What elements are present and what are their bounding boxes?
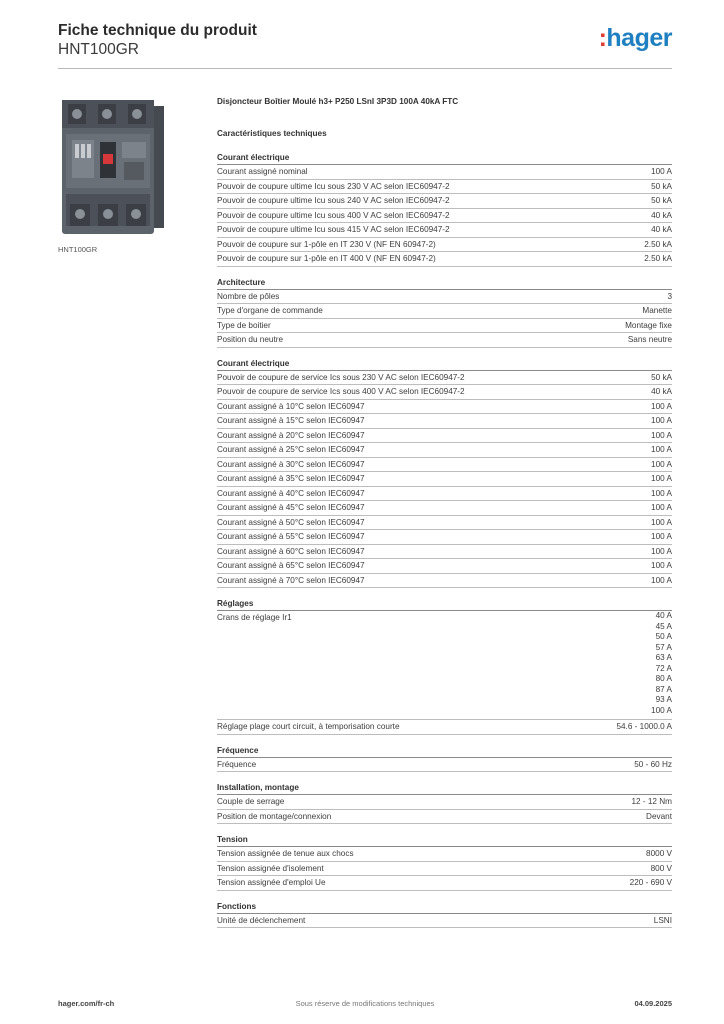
spec-label: Réglage plage court circuit, à temporisation courte xyxy=(217,722,400,731)
spec-row xyxy=(217,414,672,429)
spec-row xyxy=(217,180,672,195)
spec-label: Courant assigné à 55°C selon IEC60947 xyxy=(217,532,365,541)
spec-row xyxy=(217,559,672,574)
spec-label: Tension assignée d'emploi Ue xyxy=(217,878,326,887)
spec-label: Courant assigné à 35°C selon IEC60947 xyxy=(217,474,365,483)
spec-row xyxy=(217,810,672,825)
hager-logo xyxy=(599,24,672,53)
spec-value-item: 72 A xyxy=(655,663,672,673)
spec-value: 40 kA xyxy=(651,225,672,234)
spec-value-item: 45 A xyxy=(655,621,672,631)
spec-label: Courant assigné à 10°C selon IEC60947 xyxy=(217,401,365,411)
spec-label: Courant assigné à 20°C selon IEC60947 xyxy=(217,430,365,440)
spec-row xyxy=(217,795,672,810)
spec-section xyxy=(217,598,672,735)
footer-website[interactable]: hager.com/fr-ch xyxy=(58,999,115,1008)
spec-value-item: 100 A xyxy=(651,705,672,715)
spec-section xyxy=(217,152,672,267)
spec-value: 100 A xyxy=(651,517,672,527)
spec-label: Courant assigné à 45°C selon IEC60947 xyxy=(217,503,365,512)
spec-row xyxy=(217,862,672,877)
spec-section xyxy=(217,901,672,929)
section-title: Architecture xyxy=(217,277,672,290)
tech-title: Caractéristiques techniques xyxy=(217,129,327,138)
spec-row xyxy=(217,290,672,305)
spec-value-item: 63 A xyxy=(655,653,672,662)
logo-colon: : xyxy=(598,24,607,52)
spec-row xyxy=(217,458,672,473)
spec-value: 50 - 60 Hz xyxy=(634,759,672,769)
spec-value xyxy=(651,611,672,716)
spec-label: Pouvoir de coupure ultime Icu sous 230 V AC selon IEC60947-2 xyxy=(217,181,450,191)
spec-label: Tension assignée d'isolement xyxy=(217,863,324,873)
spec-row xyxy=(217,400,672,415)
spec-row xyxy=(217,304,672,319)
spec-value-item: 93 A xyxy=(655,695,672,704)
spec-row xyxy=(217,165,672,180)
spec-value: 100 A xyxy=(651,416,672,425)
spec-value: 100 A xyxy=(651,488,672,498)
spec-label: Courant assigné à 15°C selon IEC60947 xyxy=(217,416,365,425)
document-title: Fiche technique du produit xyxy=(58,22,257,39)
spec-row xyxy=(217,501,672,516)
section-title: Fréquence xyxy=(217,745,672,758)
spec-value: 100 A xyxy=(651,430,672,440)
spec-label: Pouvoir de coupure ultime Icu sous 415 V AC selon IEC60947-2 xyxy=(217,225,450,234)
spec-row xyxy=(217,371,672,386)
spec-value: 100 A xyxy=(651,474,672,483)
spec-row xyxy=(217,530,672,545)
spec-value: 100 A xyxy=(651,401,672,411)
spec-value: 100 A xyxy=(651,546,672,556)
circuit-breaker-icon xyxy=(58,94,200,240)
spec-value: 220 - 690 V xyxy=(629,878,672,887)
spec-row xyxy=(217,847,672,862)
spec-row xyxy=(217,443,672,458)
spec-label: Pouvoir de coupure sur 1-pôle en IT 400 V (NF EN 60947-2) xyxy=(217,254,436,263)
spec-row xyxy=(217,611,672,720)
spec-label: Pouvoir de coupure sur 1-pôle en IT 230 V (NF EN 60947-2) xyxy=(217,239,436,249)
spec-value: 100 A xyxy=(651,532,672,541)
spec-value: Devant xyxy=(646,811,672,821)
spec-row xyxy=(217,429,672,444)
spec-value: 50 kA xyxy=(651,196,672,205)
spec-value: Manette xyxy=(642,306,672,315)
section-title: Courant électrique xyxy=(217,152,672,165)
spec-label: Courant assigné à 40°C selon IEC60947 xyxy=(217,488,365,498)
spec-value-item: 57 A xyxy=(655,642,672,652)
spec-section xyxy=(217,277,672,348)
section-title: Tension xyxy=(217,834,672,847)
spec-value: 100 A xyxy=(651,445,672,454)
spec-section xyxy=(217,745,672,773)
spec-row xyxy=(217,209,672,224)
spec-label: Pouvoir de coupure ultime Icu sous 400 V AC selon IEC60947-2 xyxy=(217,210,450,220)
spec-value: 40 kA xyxy=(651,387,672,396)
spec-value-item: 50 A xyxy=(655,632,672,641)
spec-value: 800 V xyxy=(650,863,672,873)
spec-row xyxy=(217,516,672,531)
spec-value-item: 87 A xyxy=(655,684,672,694)
spec-value: 54.6 - 1000.0 A xyxy=(616,722,672,731)
spec-value: Montage fixe xyxy=(625,320,672,330)
logo-text: hager xyxy=(606,24,672,52)
spec-value: 40 kA xyxy=(651,210,672,220)
spec-row xyxy=(217,333,672,348)
spec-label: Courant assigné à 60°C selon IEC60947 xyxy=(217,546,365,556)
spec-value: 50 kA xyxy=(651,372,672,382)
spec-label: Courant assigné à 30°C selon IEC60947 xyxy=(217,459,365,469)
section-title: Fonctions xyxy=(217,901,672,914)
spec-row xyxy=(217,319,672,334)
spec-sections xyxy=(217,152,672,928)
spec-value: 100 A xyxy=(651,167,672,176)
spec-label: Type de boitier xyxy=(217,320,271,330)
spec-label: Fréquence xyxy=(217,759,257,769)
spec-value: 100 A xyxy=(651,561,672,570)
spec-label: Pouvoir de coupure de service Ics sous 400 V AC selon IEC60947-2 xyxy=(217,387,465,396)
spec-row xyxy=(217,914,672,929)
spec-value: 8000 V xyxy=(646,849,672,858)
spec-row xyxy=(217,252,672,267)
spec-label: Type d'organe de commande xyxy=(217,306,323,315)
section-title: Courant électrique xyxy=(217,358,672,371)
spec-label: Courant assigné à 25°C selon IEC60947 xyxy=(217,445,365,454)
spec-label: Pouvoir de coupure de service Ics sous 230 V AC selon IEC60947-2 xyxy=(217,372,465,382)
spec-value: 2.50 kA xyxy=(644,254,672,263)
spec-label: Courant assigné à 70°C selon IEC60947 xyxy=(217,575,365,585)
spec-section xyxy=(217,358,672,589)
spec-section xyxy=(217,834,672,891)
spec-row xyxy=(217,720,672,735)
section-title: Installation, montage xyxy=(217,782,672,795)
section-title: Réglages xyxy=(217,598,672,611)
spec-label: Position du neutre xyxy=(217,335,283,344)
spec-row xyxy=(217,758,672,773)
image-caption: HNT100GR xyxy=(58,245,98,254)
spec-row xyxy=(217,385,672,400)
spec-value: 50 kA xyxy=(651,181,672,191)
spec-value: Sans neutre xyxy=(627,335,672,344)
spec-value: LSNI xyxy=(653,915,672,925)
spec-row xyxy=(217,238,672,253)
spec-label: Courant assigné à 65°C selon IEC60947 xyxy=(217,561,365,570)
spec-label: Courant assigné à 50°C selon IEC60947 xyxy=(217,517,365,527)
spec-value: 100 A xyxy=(651,459,672,469)
spec-label: Tension assignée de tenue aux chocs xyxy=(217,849,354,858)
spec-label: Pouvoir de coupure ultime Icu sous 240 V AC selon IEC60947-2 xyxy=(217,196,450,205)
spec-value: 100 A xyxy=(651,575,672,585)
product-reference: HNT100GR xyxy=(58,41,139,58)
spec-row xyxy=(217,223,672,238)
spec-value: 2.50 kA xyxy=(644,239,672,249)
spec-value: 12 - 12 Nm xyxy=(631,797,672,806)
spec-label: Courant assigné nominal xyxy=(217,167,308,176)
spec-row xyxy=(217,194,672,209)
header-divider xyxy=(58,68,672,69)
spec-value-item: 40 A xyxy=(655,611,672,620)
spec-label: Nombre de pôles xyxy=(217,291,280,301)
spec-label: Unité de déclenchement xyxy=(217,915,306,925)
spec-row xyxy=(217,487,672,502)
spec-value: 100 A xyxy=(651,503,672,512)
spec-row xyxy=(217,472,672,487)
spec-value-item: 80 A xyxy=(655,674,672,683)
spec-value: 3 xyxy=(667,291,672,301)
product-name: Disjoncteur Boîtier Moulé h3+ P250 LSnI 3P3D 100A 40kA FTC xyxy=(217,97,459,106)
spec-row xyxy=(217,876,672,891)
footer-date: 04.09.2025 xyxy=(634,999,672,1008)
spec-label: Couple de serrage xyxy=(217,797,285,806)
spec-section xyxy=(217,782,672,824)
spec-label: Crans de réglage Ir1 xyxy=(217,613,292,622)
footer-disclaimer: Sous réserve de modifications techniques xyxy=(295,999,435,1008)
spec-row xyxy=(217,545,672,560)
header xyxy=(58,21,257,59)
spec-label: Position de montage/connexion xyxy=(217,811,332,821)
product-specs xyxy=(217,96,672,928)
spec-row xyxy=(217,574,672,589)
